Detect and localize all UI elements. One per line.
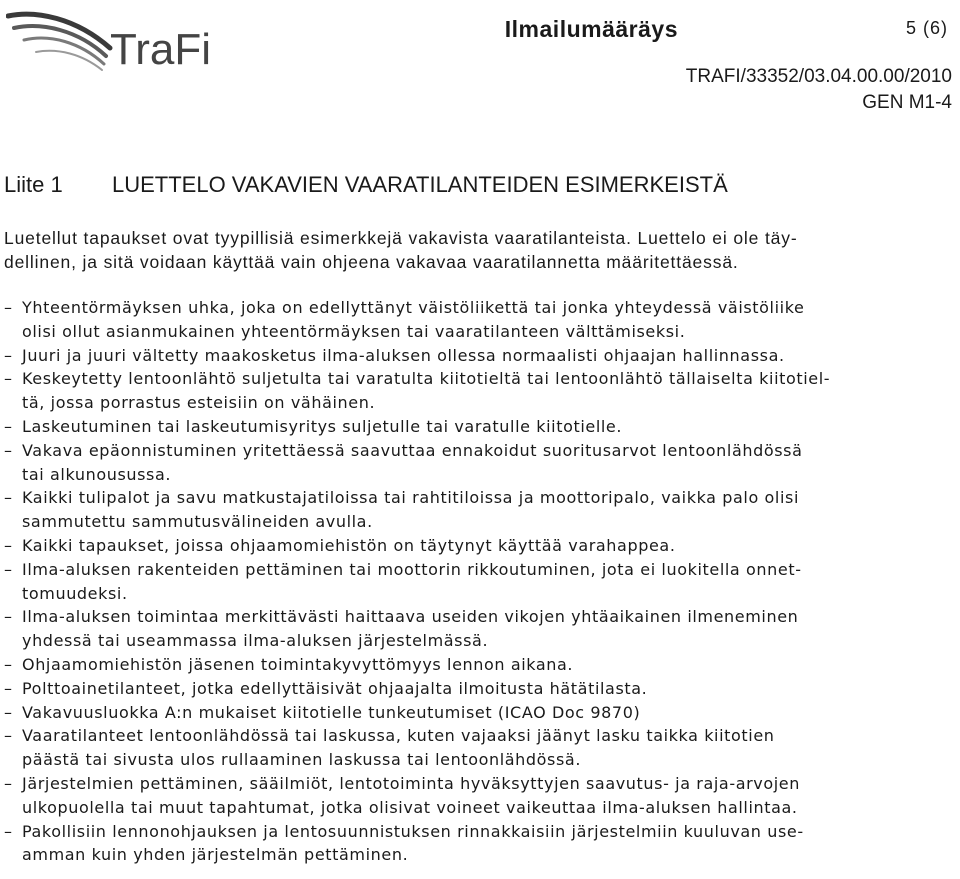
logo-text: TraFi [110, 25, 212, 74]
list-item [4, 558, 954, 606]
page-number: 5 (6) [905, 18, 948, 38]
list-item [4, 486, 954, 534]
list-item-line: – Laskeutuminen tai laskeutumisyritys suljetulle tai varatulle kiitotielle. [22, 416, 623, 436]
list-item-line: – Ohjaamomiehistön jäsenen toimintakyvyttömyys lennon aikana. [22, 654, 574, 674]
reference-number: TRAFI/33352/03.04.00.00/2010 [685, 66, 952, 87]
list-item-line: – Vaaratilanteet lentoonlähdössä tai laskussa, kuten vajaaksi jäänyt lasku taikka kiitotien [22, 726, 775, 746]
list-item [4, 772, 954, 820]
document-type: Ilmailumääräys [504, 16, 678, 42]
list-item-line: – Kaikki tapaukset, joissa ohjaamomiehistön on täytynyt käyttää varahappea. [22, 535, 676, 555]
list-item [4, 415, 954, 439]
incident-list [4, 296, 954, 867]
list-item-line: – Polttoainetilanteet, jotka edellyttäisivät ohjaajalta ilmoitusta hätätilasta. [22, 678, 648, 698]
list-item-line: ulkopuolella tai muut tapahtumat, jotka olisivat voineet vaikeuttaa ilma-aluksen hallintaa. [22, 797, 798, 817]
page-title: LUETTELO VAKAVIEN VAARATILANTEIDEN ESIMERKEISTÄ [112, 172, 728, 197]
list-item-line: – Vakavuusluokka A:n mukaiset kiitotielle tunkeutumiset (ICAO Doc 9870) [22, 702, 641, 722]
list-item [4, 677, 954, 701]
regulation-code: GEN M1-4 [862, 92, 952, 113]
list-item [4, 534, 954, 558]
list-item [4, 605, 954, 653]
intro-line: dellinen, ja sitä voidaan käyttää vain ohjeena vakavaa vaaratilannetta määritettäessä. [4, 252, 739, 272]
list-item-line: – Pakollisiin lennonohjauksen ja lentosuunnistuksen rinnakkaisiin järjestelmiin kuuluvan use- [22, 821, 804, 841]
list-item-line: – Juuri ja juuri vältetty maakosketus ilma-aluksen ollessa normaalisti ohjaajan hallinnassa. [22, 345, 785, 365]
trafi-logo [6, 4, 236, 74]
list-item-line: tomuudeksi. [22, 583, 128, 603]
list-item [4, 344, 954, 368]
intro-line: Luetellut tapaukset ovat tyypillisiä esimerkkejä vakavista vaaratilanteista. Luettelo ei ole täy- [4, 228, 798, 248]
list-item [4, 820, 954, 868]
list-item-line: – Kaikki tulipalot ja savu matkustajatiloissa tai rahtitiloissa ja moottoripalo, vaikka palo olisi [22, 488, 799, 508]
list-item [4, 653, 954, 677]
list-item [4, 296, 954, 344]
list-item [4, 367, 954, 415]
trafi-logo-graphic [6, 4, 236, 74]
list-item-line: – Vakava epäonnistuminen yritettäessä saavuttaa ennakoidut suoritusarvot lentoonlähdössä [22, 440, 803, 460]
list-item-line: amman kuin yhden järjestelmän pettäminen. [22, 845, 409, 865]
list-item-line: – Ilma-aluksen rakenteiden pettäminen tai moottorin rikkoutuminen, jota ei luokitella onnet- [22, 559, 802, 579]
list-item [4, 701, 954, 725]
intro-paragraph [4, 226, 954, 274]
annex-label: Liite 1 [4, 172, 63, 197]
list-item-line: olisi ollut asianmukainen yhteentörmäyksen tai vaaratilanteen välttämiseksi. [22, 321, 686, 341]
list-item-line: päästä tai sivusta ulos rullaaminen laskussa tai lentoonlähdössä. [22, 750, 582, 770]
list-item-line: tai alkunousussa. [22, 464, 172, 484]
list-item-line: – Järjestelmien pettäminen, sääilmiöt, lentotoiminta hyväksyttyjen saavutus- ja raja-arvojen [22, 773, 800, 793]
list-item-line: sammutettu sammutusvälineiden avulla. [22, 512, 373, 532]
list-item [4, 724, 954, 772]
list-item-line: – Yhteentörmäyksen uhka, joka on edellyttänyt väistöliikettä tai jonka yhteydessä väistöliike [22, 298, 805, 317]
list-item-line: tä, jossa porrastus esteisiin on vähäinen. [22, 393, 376, 413]
list-item-line: – Ilma-aluksen toimintaa merkittävästi haittaava useiden vikojen yhtäaikainen ilmeneminen [22, 607, 799, 627]
list-item-line: – Keskeytetty lentoonlähtö suljetulta tai varatulta kiitotieltä tai lentoonlähtö tällaiselta kiitotiel- [22, 369, 831, 389]
list-item [4, 439, 954, 487]
list-item-line: yhdessä tai useammassa ilma-aluksen järjestelmässä. [22, 631, 489, 651]
